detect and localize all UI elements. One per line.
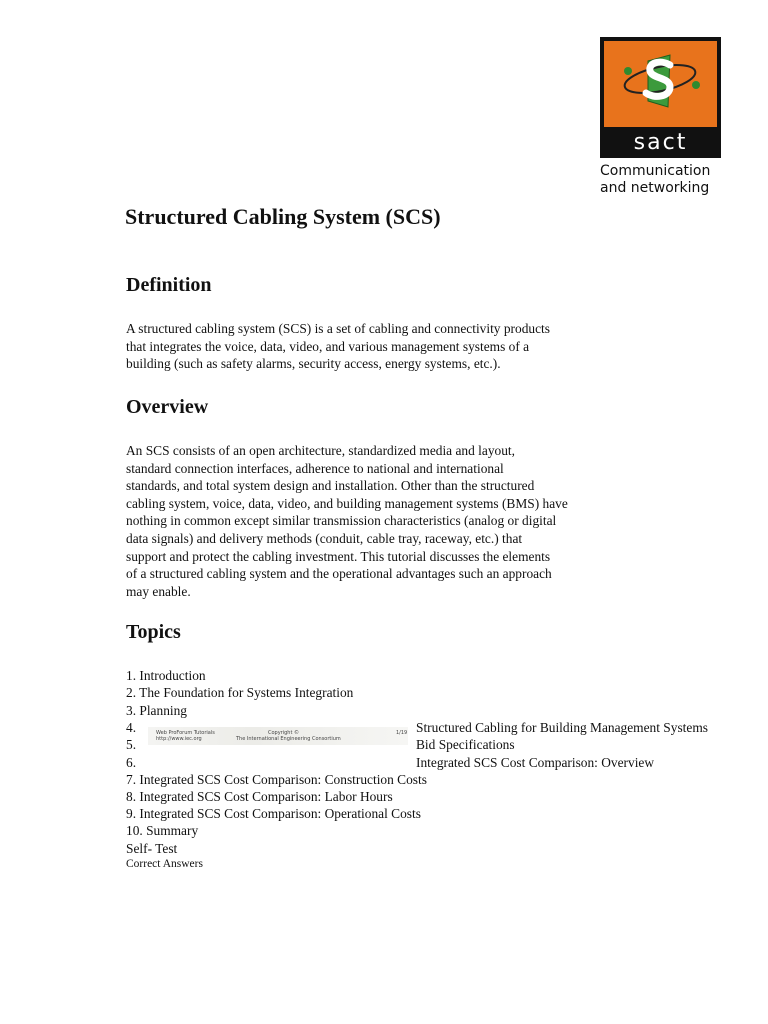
overview-line: standards, and total system design and installation. Other than the structured — [126, 478, 535, 494]
logo-tagline — [600, 163, 730, 197]
definition-line: that integrates the voice, data, video, and various management systems of a — [126, 338, 530, 354]
logo-emblem-icon — [604, 41, 717, 127]
overview-line: support and protect the cabling investment. This tutorial discusses the elements — [126, 548, 551, 564]
definition-line: A structured cabling system (SCS) is a set of cabling and connectivity products — [126, 321, 550, 336]
definition-paragraph — [126, 320, 550, 373]
logo-tagline-line2: and networking — [600, 180, 710, 196]
self-test-label: Self- Test — [126, 841, 178, 856]
footer-center-line1: Copyright © — [268, 730, 300, 736]
definition-heading: Definition — [126, 274, 212, 296]
page-title: Structured Cabling System (SCS) — [125, 204, 441, 229]
topic-item-9: 9. Integrated SCS Cost Comparison: Operational Costs — [126, 806, 421, 821]
topic-item-1: 1. Introduction — [126, 668, 206, 683]
logo-tagline-line1: Communication — [600, 163, 711, 179]
topic-item-6-number: 6. — [126, 755, 137, 770]
overview-line: nothing in common except similar transmission characteristics (analog or digital — [126, 513, 557, 529]
overview-line: cabling system, voice, data, video, and building management systems (BMS) have — [126, 495, 568, 511]
topic-item-8: 8. Integrated SCS Cost Comparison: Labor Hours — [126, 789, 393, 804]
footer-left-line2: http://www.iec.org — [156, 736, 202, 742]
overview-line: data signals) and delivery methods (conduit, cable tray, raceway, etc.) that — [126, 530, 523, 546]
logo-wordmark: sact — [633, 130, 688, 155]
page-footer-strip — [148, 727, 408, 745]
overview-line: standard connection interfaces, adherence to national and international — [126, 460, 504, 476]
footer-center-line2: The International Engineering Consortium — [236, 736, 341, 742]
footer-page-number: 1/19 — [396, 730, 408, 736]
topic-item-10: 10. Summary — [126, 823, 199, 838]
topic-item-4-label: Structured Cabling for Building Management Systems — [416, 720, 708, 735]
topic-item-3: 3. Planning — [126, 703, 188, 718]
overview-line: of a structured cabling system and the operational advantages such an approach — [126, 566, 552, 582]
overview-line: may enable. — [126, 583, 191, 599]
topic-item-4-number: 4. — [126, 720, 137, 735]
topic-item-5-label: Bid Specifications — [416, 737, 515, 752]
topic-item-7: 7. Integrated SCS Cost Comparison: Construction Costs — [126, 772, 427, 787]
definition-line: building (such as safety alarms, security access, energy systems, etc.). — [126, 356, 501, 372]
topics-heading: Topics — [126, 621, 181, 643]
correct-answers-label: Correct Answers — [126, 858, 203, 870]
overview-heading: Overview — [126, 396, 209, 418]
overview-line: An SCS consists of an open architecture, standardized media and layout, — [126, 443, 515, 458]
topic-item-5-number: 5. — [126, 737, 137, 752]
footer-left-line1: Web ProForum Tutorials — [156, 730, 215, 736]
topic-item-2: 2. The Foundation for Systems Integration — [126, 685, 354, 700]
topic-item-6-label: Integrated SCS Cost Comparison: Overview — [416, 755, 655, 770]
overview-paragraph — [126, 442, 568, 600]
